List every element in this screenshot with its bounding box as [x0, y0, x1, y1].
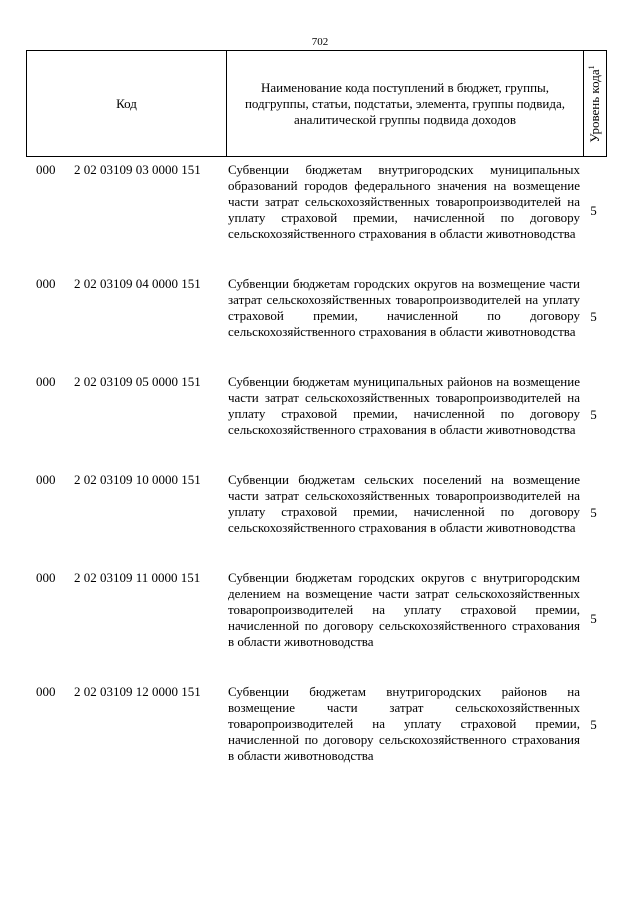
row-admin-code: 000	[36, 374, 56, 389]
table-row	[26, 472, 607, 570]
table-row	[26, 374, 607, 472]
row-income-code: 2 02 03109 05 0000 151	[74, 374, 201, 389]
table-header	[26, 50, 607, 157]
row-income-name: Субвенции бюджетам внутригородских районов на возмещение части затрат сельскохозяйственных товаропроизводителей на уплату страховой премии, начисленной по договору сельскохозяйственного страхования в области животноводства	[228, 684, 580, 763]
row-income-name: Субвенции бюджетам внутригородских муниципальных образований городов федерального значения на возмещение части затрат сельскохозяйственных товаропроизводителей на уплату страховой премии, начисленной по договору сельскохозяйственного страхования в области животноводства	[228, 162, 580, 241]
row-income-code: 2 02 03109 03 0000 151	[74, 162, 201, 177]
row-income-name: Субвенции бюджетам городских округов с внутригородским делением на возмещение части затрат сельскохозяйственных товаропроизводителей на уплату страховой премии, начисленной по договору сельскохозяйственного страхования в области животноводства	[228, 570, 580, 649]
row-admin-code: 000	[36, 570, 56, 585]
row-income-code: 2 02 03109 04 0000 151	[74, 276, 201, 291]
row-admin-code: 000	[36, 472, 56, 487]
header-name-cell: Наименование кода поступлений в бюджет, группы, подгруппы, статьи, подстатьи, элемента, группы подвида, аналитической группы подвида доходов	[227, 51, 584, 156]
row-admin-code: 000	[36, 162, 56, 177]
header-level-footnote: 1	[586, 64, 596, 69]
row-level: 5	[590, 203, 597, 218]
header-level-label	[587, 65, 603, 142]
row-income-name: Субвенции бюджетам городских округов на возмещение части затрат сельскохозяйственных товаропроизводителей на уплату страховой премии, начисленной по договору сельскохозяйственного страхования в области животноводства	[228, 276, 580, 339]
table-row	[26, 276, 607, 374]
table-row	[26, 162, 607, 276]
row-income-code: 2 02 03109 11 0000 151	[74, 570, 201, 585]
row-level: 5	[590, 505, 597, 520]
page-number: 702	[311, 36, 329, 48]
row-income-name: Субвенции бюджетам муниципальных районов на возмещение части затрат сельскохозяйственных товаропроизводителей на уплату страховой премии, начисленной по договору сельскохозяйственного страхования в области животноводства	[228, 374, 580, 437]
row-admin-code: 000	[36, 684, 56, 699]
row-level: 5	[590, 611, 597, 626]
header-level-text: Уровень кода	[587, 68, 603, 143]
row-level: 5	[590, 407, 597, 422]
row-level: 5	[590, 717, 597, 732]
row-income-code: 2 02 03109 12 0000 151	[74, 684, 201, 699]
header-level-cell	[584, 51, 606, 156]
row-level: 5	[590, 309, 597, 324]
table-row	[26, 684, 607, 782]
row-income-name: Субвенции бюджетам сельских поселений на возмещение части затрат сельскохозяйственных товаропроизводителей на уплату страховой премии, начисленной по договору сельскохозяйственного страхования в области животноводства	[228, 472, 580, 535]
table-body	[26, 162, 607, 782]
row-income-code: 2 02 03109 10 0000 151	[74, 472, 201, 487]
header-code-cell: Код	[27, 51, 227, 156]
table-row	[26, 570, 607, 684]
row-admin-code: 000	[36, 276, 56, 291]
